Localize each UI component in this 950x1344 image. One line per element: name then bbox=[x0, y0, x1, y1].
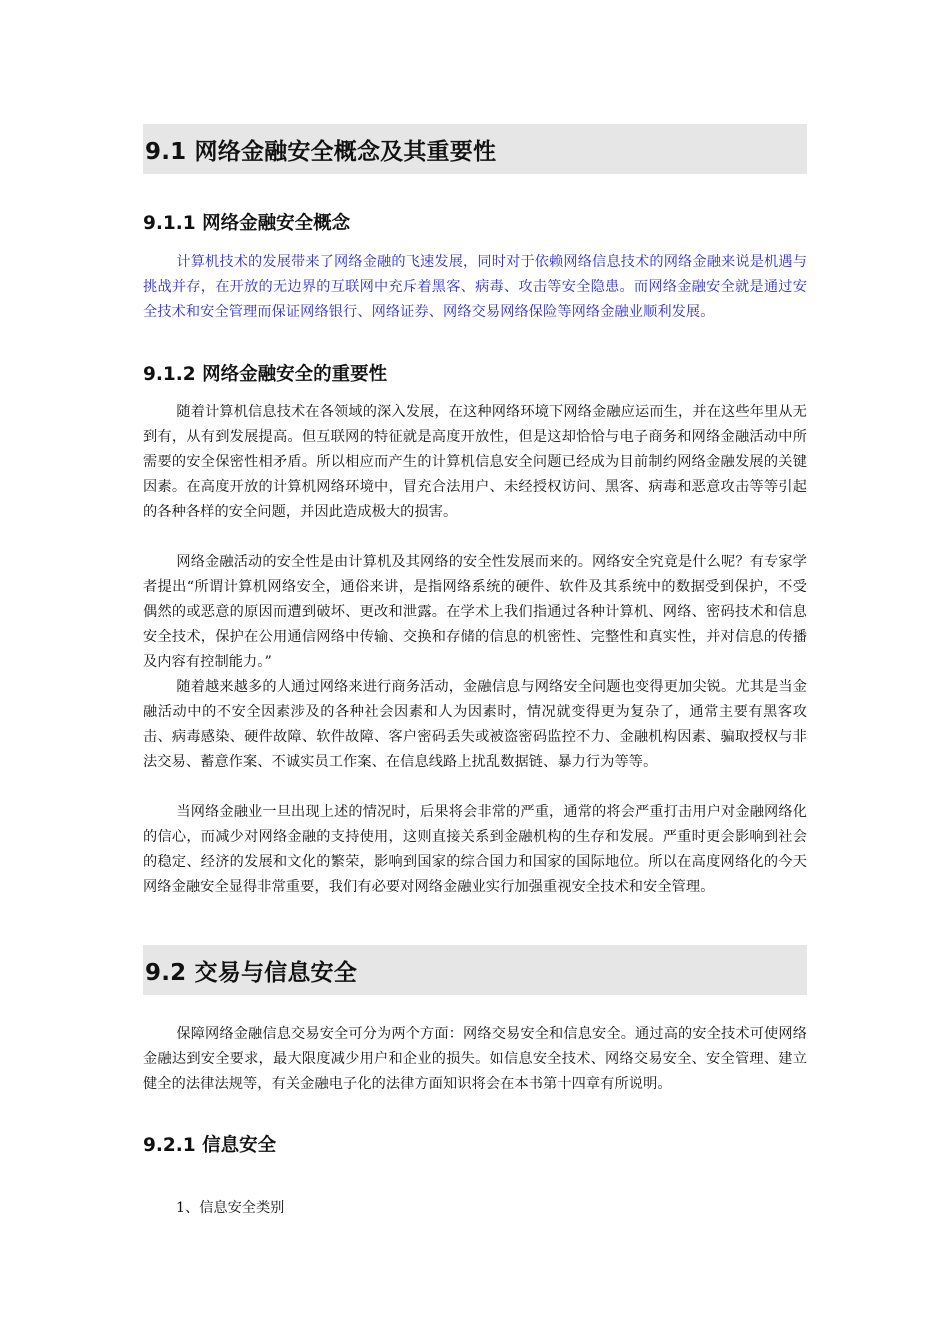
paragraph-importance-3: 随着越来越多的人通过网络来进行商务活动，金融信息与网络安全问题也变得更加尖锐。尤其是当金融活动中的不安全因素涉及的各种社会因素和人为因素时，情况就变得更为复杂了，通常主要有黑客攻击、病毒感染、硬件故障、软件故障、客户密码丢失或被盗密码监控不力、金融机构因素、骗取授权与非法交易、蓄意作案、不诚实员工作案、在信息线路上扰乱数据链、暴力行为等等。 bbox=[143, 679, 807, 770]
paragraph-importance-1: 随着计算机信息技术在各领域的深入发展，在这种网络环境下网络金融应运而生，并在这些年里从无到有，从有到发展提高。但互联网的特征就是高度开放性，但是这却恰恰与电子商务和网络金融活动中所需要的安全保密性相矛盾。所以相应而产生的计算机信息安全问题已经成为目前制约网络金融发展的关键因素。在高度开放的计算机网络环境中，冒充合法用户、未经授权访问、黑客、病毒和恶意攻击等等引起的各种各样的安全问题，并因此造成极大的损害。 bbox=[143, 404, 807, 520]
subsection-heading-9-1-2: 9.1.2 网络金融安全的重要性 bbox=[143, 364, 388, 385]
section-heading-text: 9.1 网络金融安全概念及其重要性 bbox=[145, 138, 497, 165]
section-heading-text: 9.2 交易与信息安全 bbox=[145, 959, 357, 986]
subsection-heading-9-1-1: 9.1.1 网络金融安全概念 bbox=[143, 213, 351, 234]
paragraph-transaction-security: 保障网络金融信息交易安全可分为两个方面：网络交易安全和信息安全。通过高的安全技术可使网络金融达到安全要求，最大限度减少用户和企业的损失。如信息安全技术、网络交易安全、安全管理、建立健全的法律法规等，有关金融电子化的法律方面知识将会在本书第十四章有所说明。 bbox=[143, 1026, 807, 1092]
section-heading-9-2 bbox=[143, 945, 807, 995]
section-heading-9-1 bbox=[143, 124, 807, 174]
paragraph-importance-4: 当网络金融业一旦出现上述的情况时，后果将会非常的严重，通常的将会严重打击用户对金融网络化的信心，而减少对网络金融的支持使用，这则直接关系到金融机构的生存和发展。严重时更会影响到社会的稳定、经济的发展和文化的繁荣，影响到国家的综合国力和国家的国际地位。所以在高度网络化的今天网络金融安全显得非常重要，我们有必要对网络金融业实行加强重视安全技术和安全管理。 bbox=[143, 804, 807, 895]
subsection-heading-9-2-1: 9.2.1 信息安全 bbox=[143, 1135, 277, 1156]
list-item: 1、信息安全类别 bbox=[176, 1200, 285, 1216]
paragraph-importance-2: 网络金融活动的安全性是由计算机及其网络的安全性发展而来的。网络安全究竟是什么呢？有专家学者提出“所谓计算机网络安全，通俗来讲，是指网络系统的硬件、软件及其系统中的数据受到保护，不受偶然的或恶意的原因而遭到破坏、更改和泄露。在学术上我们指通过各种计算机、网络、密码技术和信息安全技术，保护在公用通信网络中传输、交换和存储的信息的机密性、完整性和真实性，并对信息的传播及内容有控制能力。” bbox=[143, 554, 807, 670]
paragraph-security-concept: 计算机技术的发展带来了网络金融的飞速发展，同时对于依赖网络信息技术的网络金融来说是机遇与挑战并存，在开放的无边界的互联网中充斥着黑客、病毒、攻击等安全隐患。而网络金融安全就是通过安全技术和安全管理而保证网络银行、网络证券、网络交易网络保险等网络金融业顺利发展。 bbox=[143, 254, 807, 320]
